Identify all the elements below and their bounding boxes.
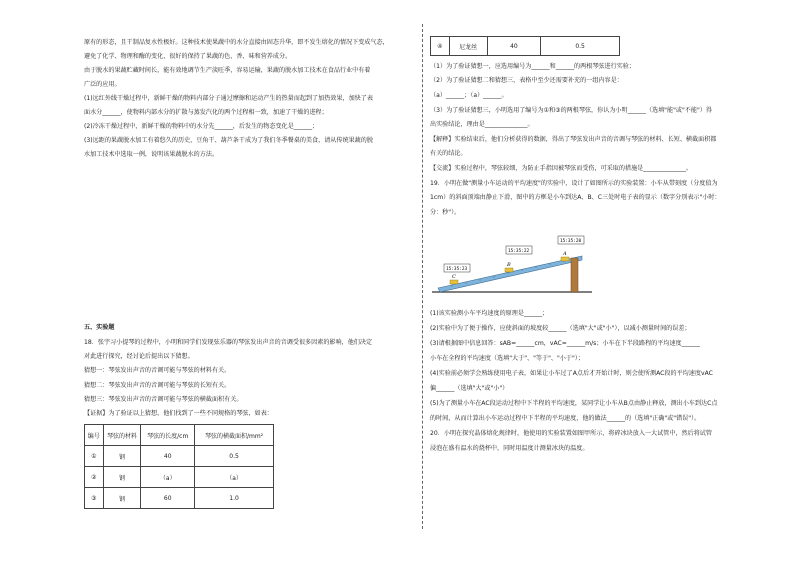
table-cell: 0.5	[541, 37, 620, 56]
cart-b-icon	[505, 268, 513, 272]
table-row	[85, 488, 274, 509]
table-header: 编号	[85, 425, 104, 446]
table-cell: 钢	[103, 488, 141, 509]
question-part: (5)为了测量小车在AC段运动过程中下半程的平均速度，某同学让小车从B点由静止释放，测出小车到达C点	[430, 400, 718, 407]
explanation: 【解释】实验结束后，他们分析获得的数据，得出了琴弦发出声音的音调与琴弦的材料、长短、横截面积都	[430, 136, 717, 143]
question-part: 偏______（选填"大"或"小"）	[430, 385, 509, 392]
string-spec-table-continued	[430, 36, 620, 56]
table-cell: （a）	[195, 467, 274, 488]
question-part: （2）为了验证猜想二和猜想三，表格中至少还需要补充的一组内容是：	[430, 77, 623, 84]
table-cell: ④	[431, 37, 450, 56]
question-20: 浸泡在盛有温水的烧杯中，同时用温度计测量冰块的温度。	[430, 445, 589, 452]
table-header-row	[85, 425, 274, 446]
point-a-label: A	[563, 251, 567, 257]
question-part: (3)远距的果蔬脱水加工有着悠久的历史，豆角干、葫芦条干成为了我们冬季餐桌的美食，请从传统果蔬的脱	[84, 137, 373, 144]
paragraph: 避免了化学、物理和酶的变化，很好的保持了果蔬的色、香、味和营养成分。	[84, 53, 292, 60]
table-cell: ③	[85, 488, 104, 509]
table-cell: （a）	[141, 467, 195, 488]
table-row	[431, 37, 620, 56]
question-part: 小车在全程的平均速度（选填"大于"、"等于"、"小于"）；	[430, 355, 584, 362]
question-part: (2)实验中为了便于操作，应使斜面的坡度较______（选填"大"或"小"），以减小测量时间的误差；	[430, 325, 691, 332]
question-18: 对此进行探究，经讨论后提出以下猜想。	[84, 353, 194, 360]
table-cell: 40	[487, 37, 541, 56]
clock-c-display: 15:35:23	[446, 267, 468, 272]
question-part: 的时间，从而计算出小车运动过程中下半程的平均速度，他的做法______的（选填"正确"或"错误"）。	[430, 415, 701, 422]
paragraph: 原有的形态，且干制品复水性极好。这种技术使果蔬中的水分直接由固态升华，即不发生熔化的情况下变成气态，	[84, 39, 389, 46]
table-cell: 60	[141, 488, 195, 509]
question-part: (3)请根据图中信息回答：sAB=______cm，vAC=______m/s；小车在下半段路程的平均速度______	[430, 340, 700, 347]
question-part: （3）为了验证猜想三，小明选用了编号为①和③的两根琴弦，你认为小明______（选填"能"或"不能"）得	[430, 107, 712, 114]
evidence-line: 【证据】为了验证以上猜想，他们找到了一些不同规格的琴弦，如表：	[84, 410, 273, 417]
table-cell: 尼龙丝	[449, 37, 487, 56]
hypothesis-3: 猜想三：琴弦发出声音的音调可能与琴弦的横截面积有关。	[84, 396, 243, 403]
table-cell: 钢	[103, 446, 141, 467]
point-c-label: C	[452, 274, 456, 280]
table-row	[85, 446, 274, 467]
table-header: 琴弦的横截面积/mm²	[195, 425, 274, 446]
table-cell: 钢	[103, 467, 141, 488]
left-column	[84, 0, 414, 562]
table-header: 琴弦的材料	[103, 425, 141, 446]
question-part: 水加工技术中选取一例，说明该果蔬脱水的方法。	[84, 151, 219, 158]
cart-c-icon	[450, 280, 458, 284]
table-header: 琴弦的长度/cm	[141, 425, 195, 446]
clock-b-display: 15:35:22	[508, 249, 530, 254]
question-part: (4)实验前必须学会熟练使用电子表，如果让小车过了A点后才开始计时，则会使所测AC段的平均速度vAC	[430, 370, 713, 377]
section-heading: 五、实验题	[84, 324, 115, 331]
hypothesis-2: 猜想二：琴弦发出声音的音调可能与琴弦的长短有关。	[84, 382, 231, 389]
communication: 【交流】实验过程中，琴弦较细，为防止手指因被琴弦而受伤，可采取的措施是______________。	[430, 165, 693, 172]
question-part: （1）为了验证猜想一，应选用编号为______和______的两根琴弦进行实验；	[430, 63, 635, 70]
explanation: 有关的结论。	[430, 150, 467, 157]
question-part: (2)冷冻干燥过程中，新鲜干燥的物料中的水分先______，后发生的物态变化是______；	[84, 123, 319, 130]
paragraph: 由于脱水的果蔬贮藏时间长，能有效地调节生产淡旺季，容易运输，果蔬的脱水加工技术在食品行业中有着	[84, 67, 371, 74]
question-part: 出实验结论，理由是______________。	[430, 121, 534, 128]
question-19: 1cm）的斜面顶端由静止下滑，图中的方框是小车到达A、B、C三处时电子表的显示（数字分别表示"小时：	[430, 194, 721, 201]
wooden-block	[571, 258, 578, 292]
clock-a-display: 15:35:20	[560, 239, 582, 244]
table-row	[85, 467, 274, 488]
table-cell: ①	[85, 446, 104, 467]
question-20: 20．小明在探究晶体熔化规律时，他使用的实验装置如图甲所示，将碎冰块放入一大试管中，然后将试管	[430, 430, 712, 437]
hypothesis-1: 猜想一：琴弦发出声音的音调可能与琴弦的材料有关。	[84, 367, 231, 374]
cart-a-icon	[561, 257, 569, 261]
question-part: (1)远红外线干燥过程中，新鲜干燥的物料内部分子通过摩擦和运动产生的热量而起到了加热效果，加快了表	[84, 95, 373, 102]
table-cell: ②	[85, 467, 104, 488]
question-part: （a）______；（a）______。	[430, 92, 508, 99]
right-column	[430, 0, 790, 562]
question-part: 面水分______，使物料内部水分的扩散与蒸发汽化的两个过程相一致，加速了干燥的进程；	[84, 109, 328, 116]
table-cell: 0.5	[195, 446, 274, 467]
question-part: (1)该实验测小车平均速度的原理是______；	[430, 310, 549, 317]
incline-figure	[432, 228, 592, 300]
paragraph: 广泛的应用。	[84, 81, 121, 88]
column-divider	[422, 24, 423, 529]
question-18: 18．张宇习小提琴的过程中，小明和同学们发现弦乐器的琴弦发出声音的音调受很多因素的影响，他们决定	[84, 339, 373, 346]
string-spec-table	[84, 424, 274, 509]
table-cell: 1.0	[195, 488, 274, 509]
point-b-label: B	[507, 262, 511, 268]
question-19: 19．小明在做"测量小车运动的平均速度"的实验中，设计了如图所示的实验装置：小车从带刻度（分度值为	[430, 180, 718, 187]
question-19: 分：秒"）。	[430, 209, 461, 216]
table-cell: 40	[141, 446, 195, 467]
